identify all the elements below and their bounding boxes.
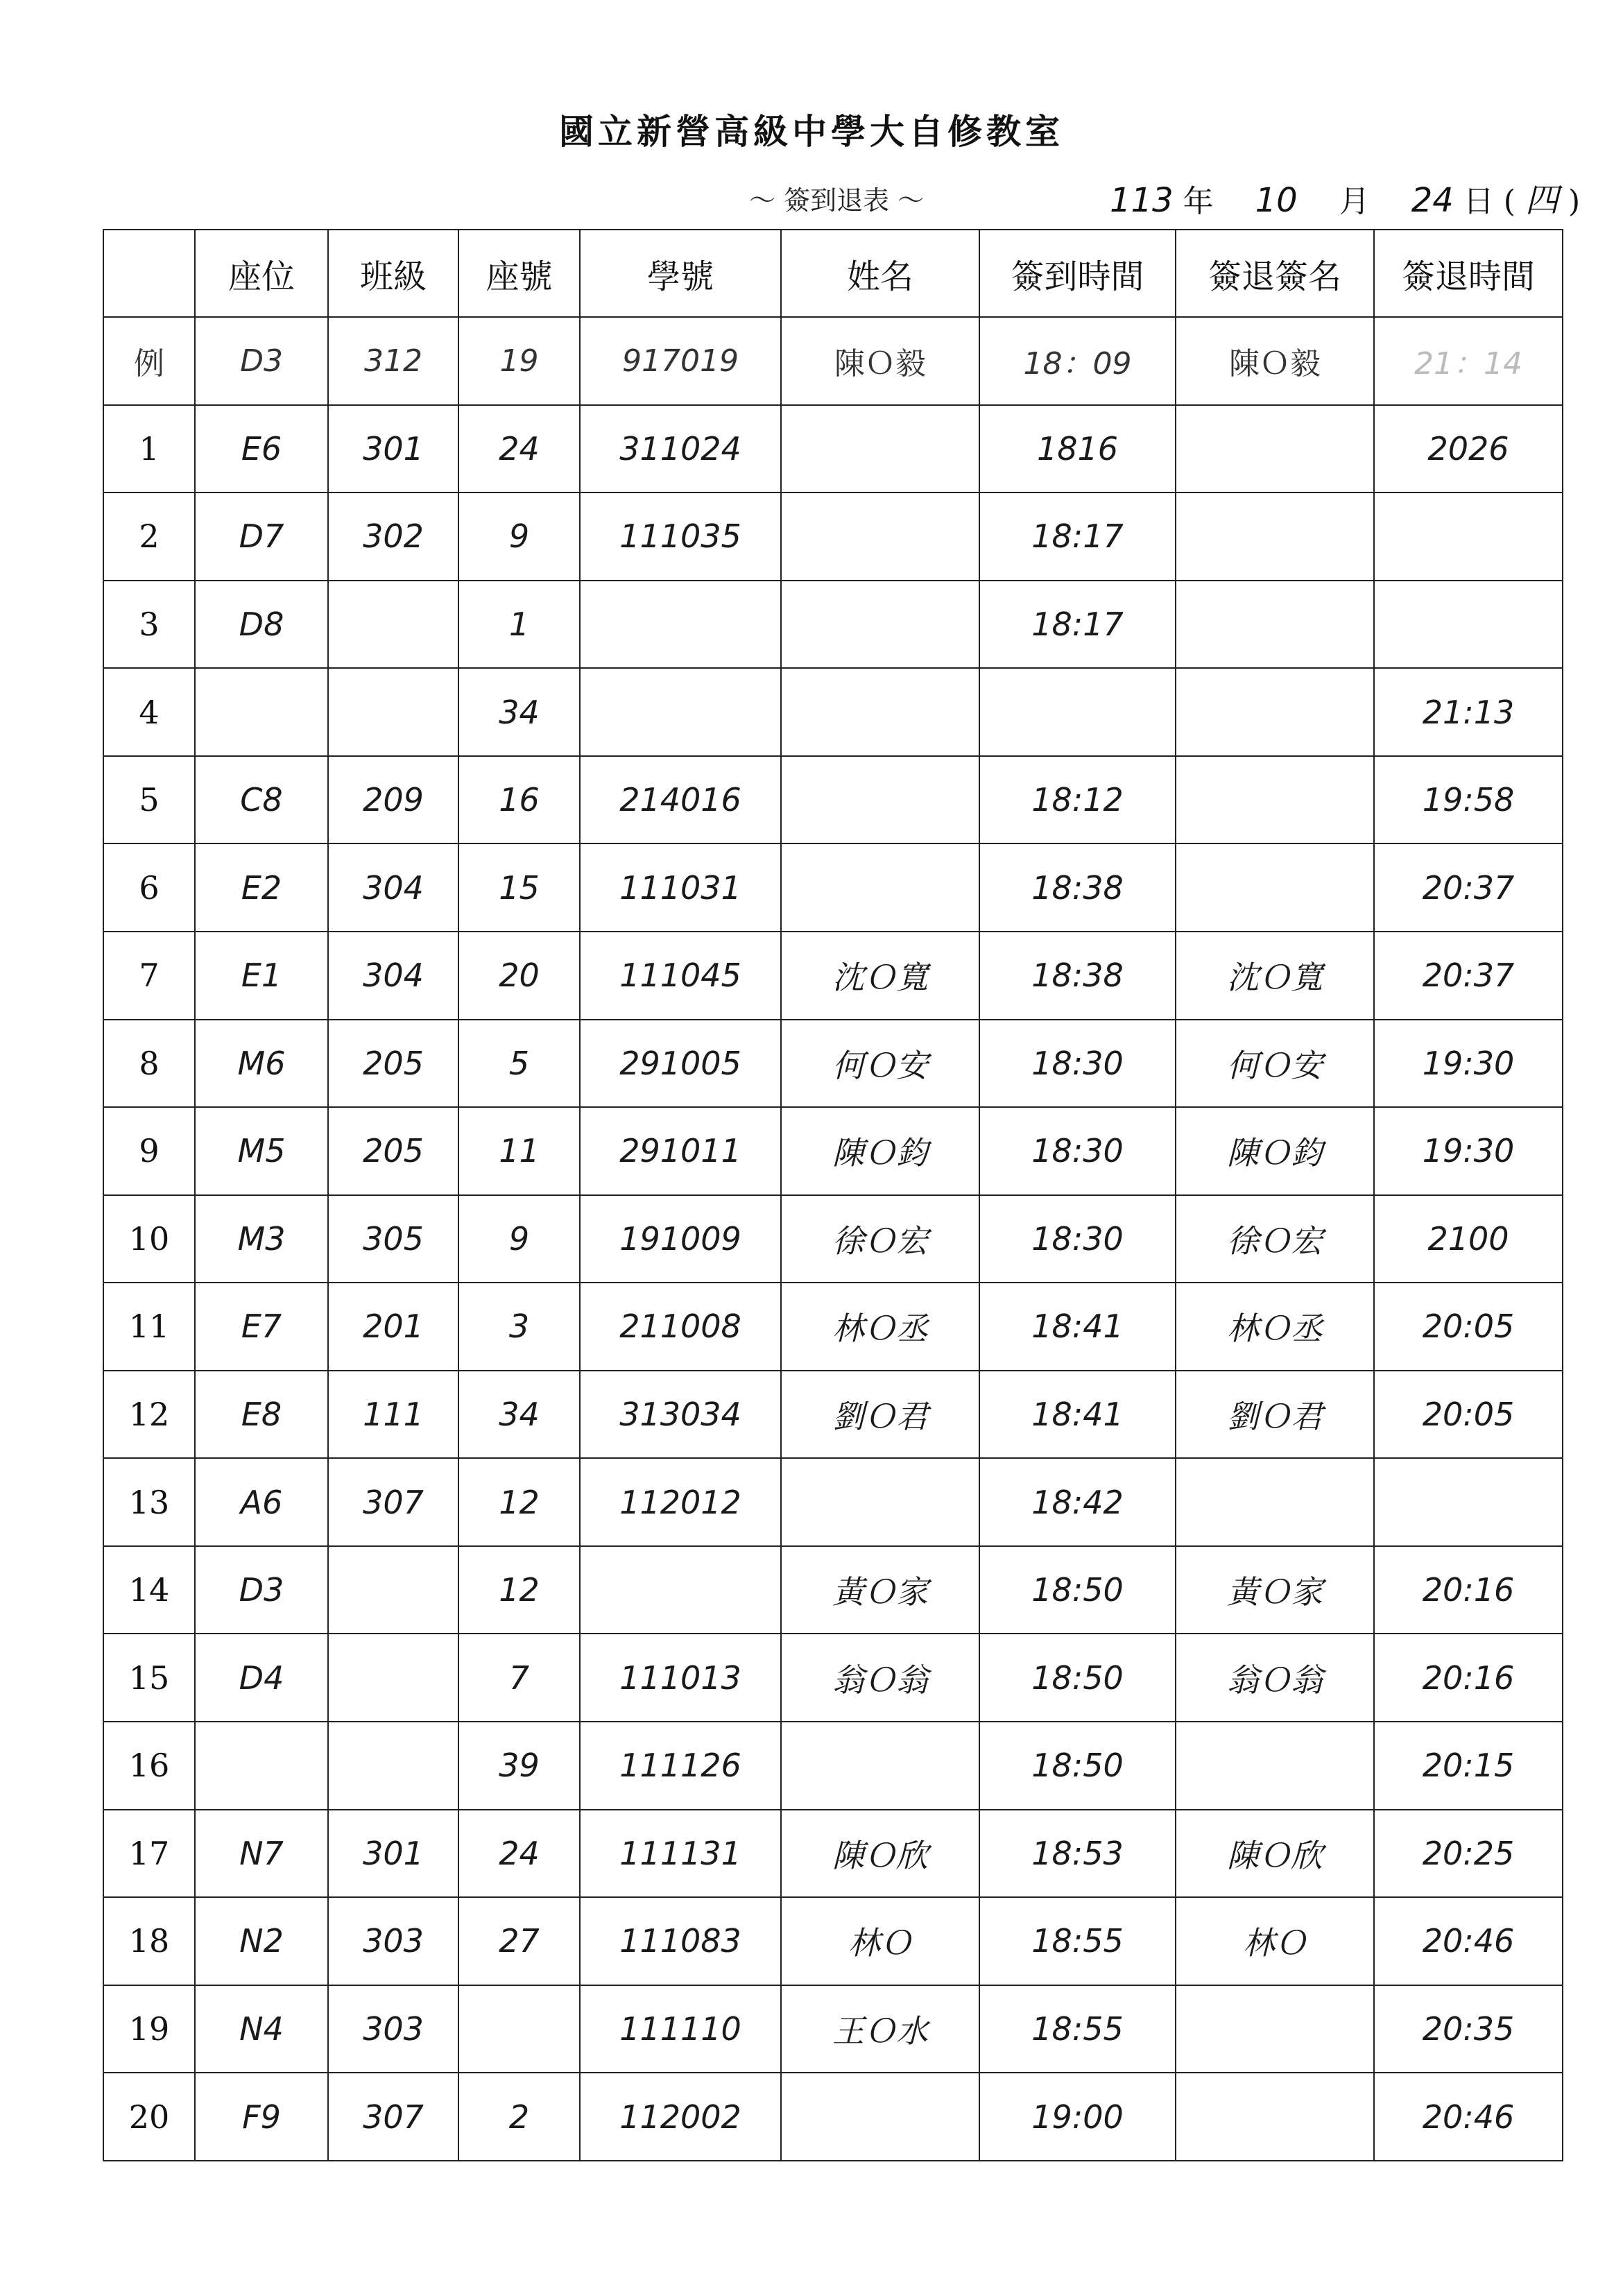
cell-check-out: 20:16 [1374,1546,1563,1634]
cell-check-out-signature [1176,492,1374,581]
cell-check-in: 18:38 [979,843,1176,932]
cell-student-id: 111045 [580,932,781,1020]
cell-seat: M5 [195,1107,328,1195]
table-row [103,668,1563,756]
row-number: 12 [103,1371,195,1459]
date-year-unit: 年 [1183,184,1214,219]
cell-name [781,843,979,932]
cell-seat: M6 [195,1020,328,1108]
row-number: 20 [103,2073,195,2161]
cell-seat: E2 [195,843,328,932]
cell-seat-no: 27 [458,1897,580,1985]
cell-seat: E1 [195,932,328,1020]
cell-seat-no: 24 [458,1810,580,1898]
cell-student-id: 111131 [580,1810,781,1898]
form-subtitle: ～ 簽到退表 ～ [749,185,925,216]
cell-name: 徐Ｏ宏 [781,1195,979,1283]
cell-name: 林Ｏ丞 [781,1283,979,1371]
cell-seat-no: 16 [458,756,580,844]
cell-seat-no: 7 [458,1634,580,1722]
cell-class: 304 [328,843,458,932]
cell-name [781,581,979,669]
cell-class: 301 [328,1810,458,1898]
cell-check-in: 18:55 [979,1985,1176,2073]
cell-check-out-signature [1176,2073,1374,2161]
cell-check-in: 18:50 [979,1546,1176,1634]
cell-class [328,1546,458,1634]
cell-name: 劉Ｏ君 [781,1371,979,1459]
cell-check-out [1374,1458,1563,1546]
cell-check-out [1374,581,1563,669]
table-header-row [103,230,1563,317]
cell-student-id: 291011 [580,1107,781,1195]
cell-seat-no: 12 [458,1546,580,1634]
cell-check-in: 18:38 [979,932,1176,1020]
cell-class [328,1634,458,1722]
cell-check-out-signature [1176,843,1374,932]
row-number: 6 [103,843,195,932]
cell-name [781,405,979,493]
col-header-seat: 座位 [195,230,328,317]
cell-check-out: 20:05 [1374,1371,1563,1459]
cell-student-id [580,581,781,669]
row-number: 9 [103,1107,195,1195]
row-number: 11 [103,1283,195,1371]
cell-seat-no: 1 [458,581,580,669]
example-check-in: 18：09 [979,317,1176,405]
cell-name [781,2073,979,2161]
table-row [103,1283,1563,1371]
date-weekday-open: ( [1503,184,1515,219]
col-header-index [103,230,195,317]
cell-check-in: 18:30 [979,1195,1176,1283]
cell-student-id: 111126 [580,1722,781,1810]
cell-check-out-signature [1176,405,1374,493]
table-row [103,1195,1563,1283]
row-number: 17 [103,1810,195,1898]
col-header-student-id: 學號 [580,230,781,317]
cell-check-in [979,668,1176,756]
cell-seat: N2 [195,1897,328,1985]
table-row [103,1458,1563,1546]
example-label: 例 [103,317,195,405]
cell-name [781,1722,979,1810]
cell-check-in: 18:17 [979,581,1176,669]
row-number: 2 [103,492,195,581]
cell-seat-no: 9 [458,492,580,581]
table-row [103,2073,1563,2161]
cell-check-out: 2026 [1374,405,1563,493]
cell-student-id [580,668,781,756]
cell-check-in: 18:17 [979,492,1176,581]
cell-check-out-signature: 黃Ｏ家 [1176,1546,1374,1634]
cell-class: 201 [328,1283,458,1371]
cell-check-out: 20:37 [1374,843,1563,932]
cell-check-out: 21:13 [1374,668,1563,756]
cell-student-id: 313034 [580,1371,781,1459]
cell-check-in: 18:41 [979,1283,1176,1371]
row-number: 7 [103,932,195,1020]
table-row [103,1546,1563,1634]
row-number: 19 [103,1985,195,2073]
row-number: 16 [103,1722,195,1810]
cell-check-out-signature: 劉Ｏ君 [1176,1371,1374,1459]
cell-class: 303 [328,1985,458,2073]
cell-seat: D7 [195,492,328,581]
cell-seat-no: 24 [458,405,580,493]
cell-name: 翁Ｏ翁 [781,1634,979,1722]
col-header-check-out: 簽退時間 [1374,230,1563,317]
example-row [103,317,1563,405]
date-year: 113 [1110,181,1174,220]
cell-student-id: 112012 [580,1458,781,1546]
cell-seat: E8 [195,1371,328,1459]
cell-seat-no: 34 [458,1371,580,1459]
cell-check-out: 20:16 [1374,1634,1563,1722]
cell-seat: D4 [195,1634,328,1722]
col-header-check-in: 簽到時間 [979,230,1176,317]
example-name: 陳Ｏ毅 [781,317,979,405]
table-row [103,1107,1563,1195]
cell-check-out: 20:46 [1374,1897,1563,1985]
cell-check-out-signature [1176,1985,1374,2073]
cell-class: 209 [328,756,458,844]
date-day: 24 [1411,181,1454,220]
cell-student-id: 111013 [580,1634,781,1722]
cell-class [328,1722,458,1810]
cell-seat: E6 [195,405,328,493]
cell-check-out-signature [1176,1458,1374,1546]
cell-name: 王Ｏ水 [781,1985,979,2073]
cell-check-in: 18:30 [979,1107,1176,1195]
cell-name [781,1458,979,1546]
date-month: 10 [1255,181,1298,220]
cell-student-id [580,1546,781,1634]
table-row [103,492,1563,581]
cell-check-in: 18:50 [979,1722,1176,1810]
cell-seat-no: 9 [458,1195,580,1283]
cell-seat: A6 [195,1458,328,1546]
cell-seat-no: 15 [458,843,580,932]
cell-student-id: 111035 [580,492,781,581]
cell-name [781,756,979,844]
cell-check-out-signature: 陳Ｏ鈞 [1176,1107,1374,1195]
cell-class: 307 [328,2073,458,2161]
date-weekday: 四 [1525,181,1558,220]
table-row [103,1371,1563,1459]
table-row [103,932,1563,1020]
cell-check-in: 1816 [979,405,1176,493]
date-month-unit: 月 [1339,184,1370,219]
example-seat: D3 [195,317,328,405]
cell-student-id: 211008 [580,1283,781,1371]
cell-check-out: 20:15 [1374,1722,1563,1810]
cell-student-id: 111110 [580,1985,781,2073]
cell-class: 205 [328,1107,458,1195]
cell-name: 何Ｏ安 [781,1020,979,1108]
table-row [103,1985,1563,2073]
table-row [103,405,1563,493]
cell-seat: N7 [195,1810,328,1898]
cell-check-out-signature [1176,756,1374,844]
row-number: 4 [103,668,195,756]
cell-class: 304 [328,932,458,1020]
row-number: 15 [103,1634,195,1722]
example-seat-no: 19 [458,317,580,405]
row-number: 13 [103,1458,195,1546]
cell-check-out [1374,492,1563,581]
cell-check-out-signature: 徐Ｏ宏 [1176,1195,1374,1283]
cell-student-id: 214016 [580,756,781,844]
cell-check-out: 20:05 [1374,1283,1563,1371]
cell-class: 111 [328,1371,458,1459]
table-row [103,1810,1563,1898]
cell-name: 林Ｏ [781,1897,979,1985]
table-row [103,843,1563,932]
cell-check-in: 18:55 [979,1897,1176,1985]
row-number: 3 [103,581,195,669]
cell-seat-no [458,1985,580,2073]
cell-student-id: 311024 [580,405,781,493]
cell-check-out: 20:35 [1374,1985,1563,2073]
cell-check-in: 18:53 [979,1810,1176,1898]
cell-student-id: 191009 [580,1195,781,1283]
example-check-out: 21：14 [1374,317,1563,405]
cell-name: 黃Ｏ家 [781,1546,979,1634]
cell-seat: E7 [195,1283,328,1371]
cell-name [781,668,979,756]
date-day-unit: 日 [1463,184,1494,219]
table-row [103,1020,1563,1108]
cell-seat-no: 12 [458,1458,580,1546]
cell-seat: N4 [195,1985,328,2073]
cell-check-out: 20:25 [1374,1810,1563,1898]
cell-seat [195,1722,328,1810]
cell-class: 205 [328,1020,458,1108]
cell-seat: C8 [195,756,328,844]
cell-check-in: 19:00 [979,2073,1176,2161]
cell-seat: M3 [195,1195,328,1283]
cell-class [328,581,458,669]
row-number: 10 [103,1195,195,1283]
table-row [103,1634,1563,1722]
col-header-name: 姓名 [781,230,979,317]
cell-class: 305 [328,1195,458,1283]
cell-name [781,492,979,581]
cell-seat-no: 39 [458,1722,580,1810]
cell-check-out: 20:37 [1374,932,1563,1020]
row-number: 5 [103,756,195,844]
cell-check-out-signature [1176,1722,1374,1810]
cell-seat: D3 [195,1546,328,1634]
row-number: 14 [103,1546,195,1634]
cell-check-out: 2100 [1374,1195,1563,1283]
cell-name: 陳Ｏ欣 [781,1810,979,1898]
cell-check-out-signature: 何Ｏ安 [1176,1020,1374,1108]
cell-seat [195,668,328,756]
cell-seat-no: 3 [458,1283,580,1371]
cell-seat-no: 34 [458,668,580,756]
form-date [1110,173,1580,221]
cell-check-out-signature: 林Ｏ [1176,1897,1374,1985]
cell-check-out-signature: 翁Ｏ翁 [1176,1634,1374,1722]
cell-check-in: 18:42 [979,1458,1176,1546]
table-row [103,1897,1563,1985]
cell-student-id: 111031 [580,843,781,932]
cell-check-out-signature [1176,668,1374,756]
cell-class: 303 [328,1897,458,1985]
cell-check-out: 19:30 [1374,1107,1563,1195]
cell-check-out: 19:30 [1374,1020,1563,1108]
row-number: 18 [103,1897,195,1985]
cell-check-in: 18:30 [979,1020,1176,1108]
row-number: 8 [103,1020,195,1108]
col-header-seat-no: 座號 [458,230,580,317]
cell-student-id: 112002 [580,2073,781,2161]
cell-check-in: 18:41 [979,1371,1176,1459]
table-row [103,581,1563,669]
cell-check-in: 18:12 [979,756,1176,844]
example-student-id: 917019 [580,317,781,405]
example-check-out-signature: 陳Ｏ毅 [1176,317,1374,405]
cell-check-out-signature: 沈Ｏ寬 [1176,932,1374,1020]
date-weekday-close: ) [1568,184,1581,219]
cell-seat: D8 [195,581,328,669]
cell-name: 沈Ｏ寬 [781,932,979,1020]
cell-seat-no: 20 [458,932,580,1020]
col-header-class: 班級 [328,230,458,317]
cell-check-out-signature [1176,581,1374,669]
page-title: 國立新營高級中學大自修教室 [559,111,1064,152]
cell-seat: F9 [195,2073,328,2161]
cell-seat-no: 5 [458,1020,580,1108]
cell-student-id: 111083 [580,1897,781,1985]
sign-in-table [103,229,1563,2161]
cell-seat-no: 2 [458,2073,580,2161]
cell-class: 302 [328,492,458,581]
cell-check-out-signature: 陳Ｏ欣 [1176,1810,1374,1898]
cell-check-out: 20:46 [1374,2073,1563,2161]
cell-class [328,668,458,756]
cell-class: 301 [328,405,458,493]
cell-name: 陳Ｏ鈞 [781,1107,979,1195]
row-number: 1 [103,405,195,493]
table-row [103,756,1563,844]
cell-check-out-signature: 林Ｏ丞 [1176,1283,1374,1371]
cell-class: 307 [328,1458,458,1546]
cell-check-out: 19:58 [1374,756,1563,844]
cell-student-id: 291005 [580,1020,781,1108]
example-class: 312 [328,317,458,405]
table-row [103,1722,1563,1810]
cell-check-in: 18:50 [979,1634,1176,1722]
cell-seat-no: 11 [458,1107,580,1195]
col-header-check-out-signature: 簽退簽名 [1176,230,1374,317]
